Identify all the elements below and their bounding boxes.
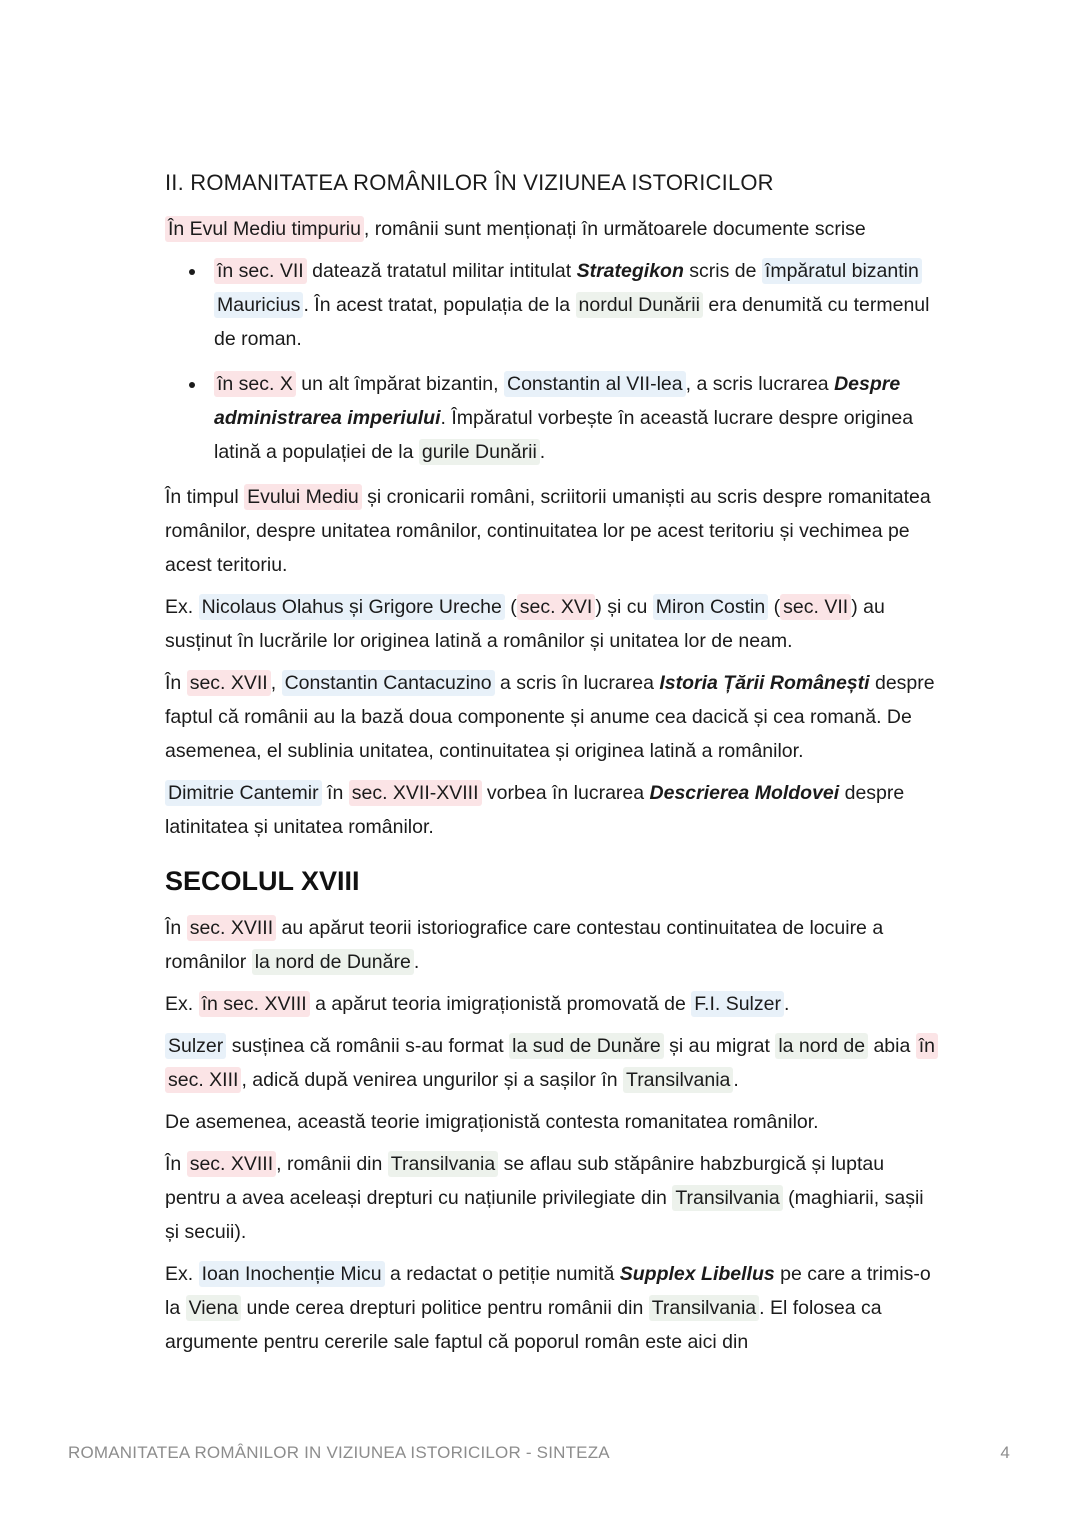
highlight-pink: Evului Mediu bbox=[244, 484, 362, 510]
text-run: , bbox=[270, 672, 282, 694]
highlight-blue: Sulzer bbox=[165, 1033, 226, 1059]
text-run: SECOLUL XVIII bbox=[165, 866, 360, 896]
highlight-green: la nord de Dunăre bbox=[252, 949, 414, 975]
text-run: au apărut teorii istoriografice care contestau continuitatea de locuire a românilor bbox=[165, 917, 884, 973]
text-run: Ex. bbox=[165, 1263, 199, 1285]
text-run: . bbox=[733, 1069, 739, 1091]
text-run: a apărut teoria imigraționistă promovată de bbox=[309, 993, 692, 1015]
text-run: a redactat o petiție numită bbox=[384, 1263, 620, 1285]
highlight-blue: împăratul bizantin Mauricius bbox=[214, 258, 922, 318]
text-run: De asemenea, această teorie imigraționistă contesta romanitatea românilor. bbox=[165, 1111, 819, 1133]
document-title bbox=[165, 170, 943, 196]
paragraph bbox=[165, 590, 943, 658]
document-content bbox=[165, 170, 943, 1367]
highlight-green: Viena bbox=[186, 1295, 242, 1321]
text-run: despre latinitatea și unitatea românilor. bbox=[165, 782, 905, 838]
text-run: , a scris lucrarea bbox=[685, 373, 835, 395]
page-number: 4 bbox=[1000, 1443, 1010, 1462]
work-title: Strategikon bbox=[576, 260, 684, 282]
text-run: ( bbox=[504, 596, 517, 618]
highlight-pink: sec. XVI bbox=[517, 594, 596, 620]
text-run: . bbox=[413, 951, 420, 973]
page-footer bbox=[68, 1443, 1010, 1463]
bullet-item bbox=[207, 254, 943, 356]
text-run: , adică după venirea ungurilor și a sașilor în bbox=[241, 1069, 623, 1091]
highlight-pink: sec. XVIII bbox=[187, 1151, 276, 1177]
paragraph bbox=[165, 480, 943, 582]
highlight-pink: sec. VII bbox=[780, 594, 851, 620]
text-run: , românii din bbox=[276, 1153, 388, 1175]
highlight-pink: în sec. VII bbox=[214, 258, 307, 284]
paragraph bbox=[165, 987, 943, 1021]
highlight-pink: sec. XVII bbox=[187, 670, 271, 696]
text-run: vorbea în lucrarea bbox=[481, 782, 650, 804]
text-run: ) au susținut în lucrările lor originea latină a românilor și unitatea lor de neam. bbox=[165, 596, 885, 652]
text-run: susținea că românii s-au format bbox=[226, 1035, 510, 1057]
highlight-pink: în sec. XVIII bbox=[199, 991, 310, 1017]
highlight-blue: Constantin al VII-lea bbox=[504, 371, 686, 397]
highlight-green: la nord de bbox=[775, 1033, 868, 1059]
text-run: În bbox=[165, 917, 187, 939]
text-run: II. ROMANITATEA ROMÂNILOR ÎN VIZIUNEA ISTORICILOR bbox=[165, 170, 774, 195]
work-title: Istoria Țării Românești bbox=[659, 672, 870, 694]
work-title: Despre administrarea imperiului bbox=[214, 373, 901, 429]
text-run: și cronicarii români, scriitorii umaniști au scris despre romanitatea românilor, despre unitatea românilor, continuitatea lor pe acest teritoriu și vechimea pe acest teritoriu. bbox=[165, 486, 931, 576]
highlight-green: nordul Dunării bbox=[576, 292, 703, 318]
text-run: unde cerea drepturi politice pentru românii din bbox=[241, 1297, 649, 1319]
paragraph bbox=[165, 1029, 943, 1097]
text-run: În bbox=[165, 1153, 187, 1175]
text-run: În timpul bbox=[165, 486, 245, 508]
highlight-blue: Miron Costin bbox=[653, 594, 768, 620]
paragraph bbox=[165, 1147, 943, 1249]
text-run: și au migrat bbox=[663, 1035, 776, 1057]
highlight-green: gurile Dunării bbox=[419, 439, 540, 465]
section-heading bbox=[165, 866, 943, 897]
text-run: În bbox=[165, 672, 187, 694]
text-run: era denumită cu termenul de roman. bbox=[214, 294, 930, 350]
bullet-list bbox=[165, 254, 943, 469]
paragraph bbox=[165, 1105, 943, 1139]
text-run: scris de bbox=[683, 260, 762, 282]
text-run: despre faptul că românii au la bază doua componente și anume cea dacică și cea romană. De asemenea, el sublinia unitatea, continuitatea și originea latină a românilor. bbox=[165, 672, 935, 762]
text-run: abia bbox=[868, 1035, 916, 1057]
work-title: Descrierea Moldovei bbox=[649, 782, 840, 804]
text-run: ( bbox=[768, 596, 781, 618]
paragraph bbox=[165, 666, 943, 768]
highlight-blue: Constantin Cantacuzino bbox=[282, 670, 495, 696]
footer-title: ROMANITATEA ROMÂNILOR IN VIZIUNEA ISTORICILOR - SINTEZA bbox=[68, 1443, 610, 1462]
text-run: a scris în lucrarea bbox=[494, 672, 660, 694]
paragraph bbox=[165, 1257, 943, 1359]
text-run: . bbox=[783, 993, 790, 1015]
text-run: datează tratatul militar intitulat bbox=[306, 260, 577, 282]
text-run: în bbox=[321, 782, 349, 804]
text-run: se aflau sub stăpânire habzburgică și luptau pentru a avea aceleași drepturi cu națiunile privilegiate din bbox=[165, 1153, 885, 1209]
highlight-green: la sud de Dunăre bbox=[509, 1033, 664, 1059]
paragraph bbox=[165, 212, 943, 246]
highlight-pink: sec. XVII-XVIII bbox=[349, 780, 482, 806]
text-run: pe care a trimis-o la bbox=[165, 1263, 931, 1319]
text-run: Ex. bbox=[165, 993, 199, 1015]
text-run: , românii sunt menționați în următoarele documente scrise bbox=[363, 218, 866, 240]
paragraph bbox=[165, 911, 943, 979]
highlight-blue: F.I. Sulzer bbox=[691, 991, 784, 1017]
highlight-pink: În Evul Mediu timpuriu bbox=[165, 216, 364, 242]
text-run: (maghiarii, sașii și secuii). bbox=[165, 1187, 924, 1243]
highlight-green: Transilvania bbox=[623, 1067, 733, 1093]
work-title: Supplex Libellus bbox=[619, 1263, 775, 1285]
highlight-pink: sec. XVIII bbox=[187, 915, 276, 941]
text-run: . El folosea ca argumente pentru cererile sale faptul că poporul român este aici din bbox=[165, 1297, 882, 1353]
text-run: . Împăratul vorbește în această lucrare despre originea latină a populației de la bbox=[214, 407, 914, 463]
text-run: . bbox=[539, 441, 546, 463]
text-run: . În acest tratat, populația de la bbox=[303, 294, 576, 316]
highlight-pink: în sec. XIII bbox=[165, 1033, 938, 1093]
highlight-green: Transilvania bbox=[388, 1151, 498, 1177]
text-run: Ex. bbox=[165, 596, 199, 618]
paragraph bbox=[165, 776, 943, 844]
highlight-green: Transilvania bbox=[649, 1295, 759, 1321]
bullet-item bbox=[207, 367, 943, 469]
highlight-green: Transilvania bbox=[672, 1185, 782, 1211]
highlight-blue: Dimitrie Cantemir bbox=[165, 780, 322, 806]
highlight-blue: Nicolaus Olahus și Grigore Ureche bbox=[199, 594, 505, 620]
text-run: un alt împărat bizantin, bbox=[295, 373, 504, 395]
text-run: ) și cu bbox=[595, 596, 653, 618]
highlight-blue: Ioan Inochenție Micu bbox=[199, 1261, 385, 1287]
highlight-pink: în sec. X bbox=[214, 371, 296, 397]
